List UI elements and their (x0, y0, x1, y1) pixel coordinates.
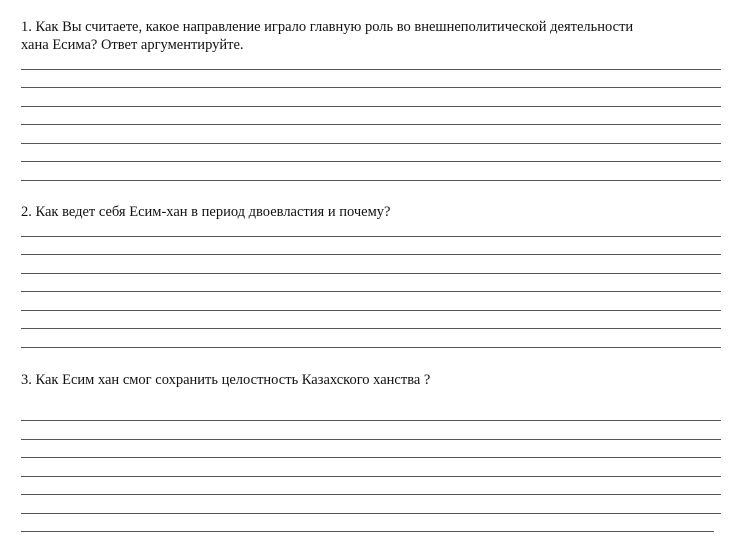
answer-line-q3-5[interactable] (21, 494, 721, 495)
question-2-line-1 (21, 203, 721, 221)
question-1-line-2: хана Есима? Ответ аргументируйте. (21, 37, 244, 53)
answer-line-q3-7[interactable] (21, 531, 714, 532)
answer-line-q3-2[interactable] (21, 439, 721, 440)
question-1-text: Как Вы считаете, какое направление играло главную роль во внешнеполитической деятельности (35, 19, 634, 35)
answer-line-q2-4[interactable] (21, 291, 721, 292)
question-3-text: Как Есим хан смог сохранить целостность Казахского ханства ? (35, 372, 431, 388)
answer-line-q1-7[interactable] (21, 180, 721, 181)
question-3-number: 3. (21, 372, 32, 388)
answer-line-q1-2[interactable] (21, 87, 721, 88)
answer-line-q1-6[interactable] (21, 161, 721, 162)
answer-line-q1-5[interactable] (21, 143, 721, 144)
question-3-line-1 (21, 371, 721, 389)
question-3 (21, 371, 721, 389)
answer-line-q3-3[interactable] (21, 457, 721, 458)
answer-line-q2-7[interactable] (21, 347, 721, 348)
answer-line-q1-1[interactable] (21, 69, 721, 70)
answer-line-q2-2[interactable] (21, 254, 721, 255)
answer-line-q2-5[interactable] (21, 310, 721, 311)
question-1-line-1 (21, 18, 721, 36)
question-2-text: Как ведет себя Есим-хан в период двоевластия и почему? (35, 204, 391, 220)
answer-line-q2-3[interactable] (21, 273, 721, 274)
answer-line-q1-3[interactable] (21, 106, 721, 107)
answer-line-q2-1[interactable] (21, 236, 721, 237)
question-1-number: 1. (21, 19, 32, 35)
question-2 (21, 203, 721, 221)
answer-line-q3-1[interactable] (21, 420, 721, 421)
answer-line-q3-6[interactable] (21, 513, 721, 514)
answer-line-q2-6[interactable] (21, 328, 721, 329)
answer-line-q1-4[interactable] (21, 124, 721, 125)
question-2-number: 2. (21, 204, 32, 220)
answer-line-q3-4[interactable] (21, 476, 721, 477)
question-1 (21, 18, 721, 54)
